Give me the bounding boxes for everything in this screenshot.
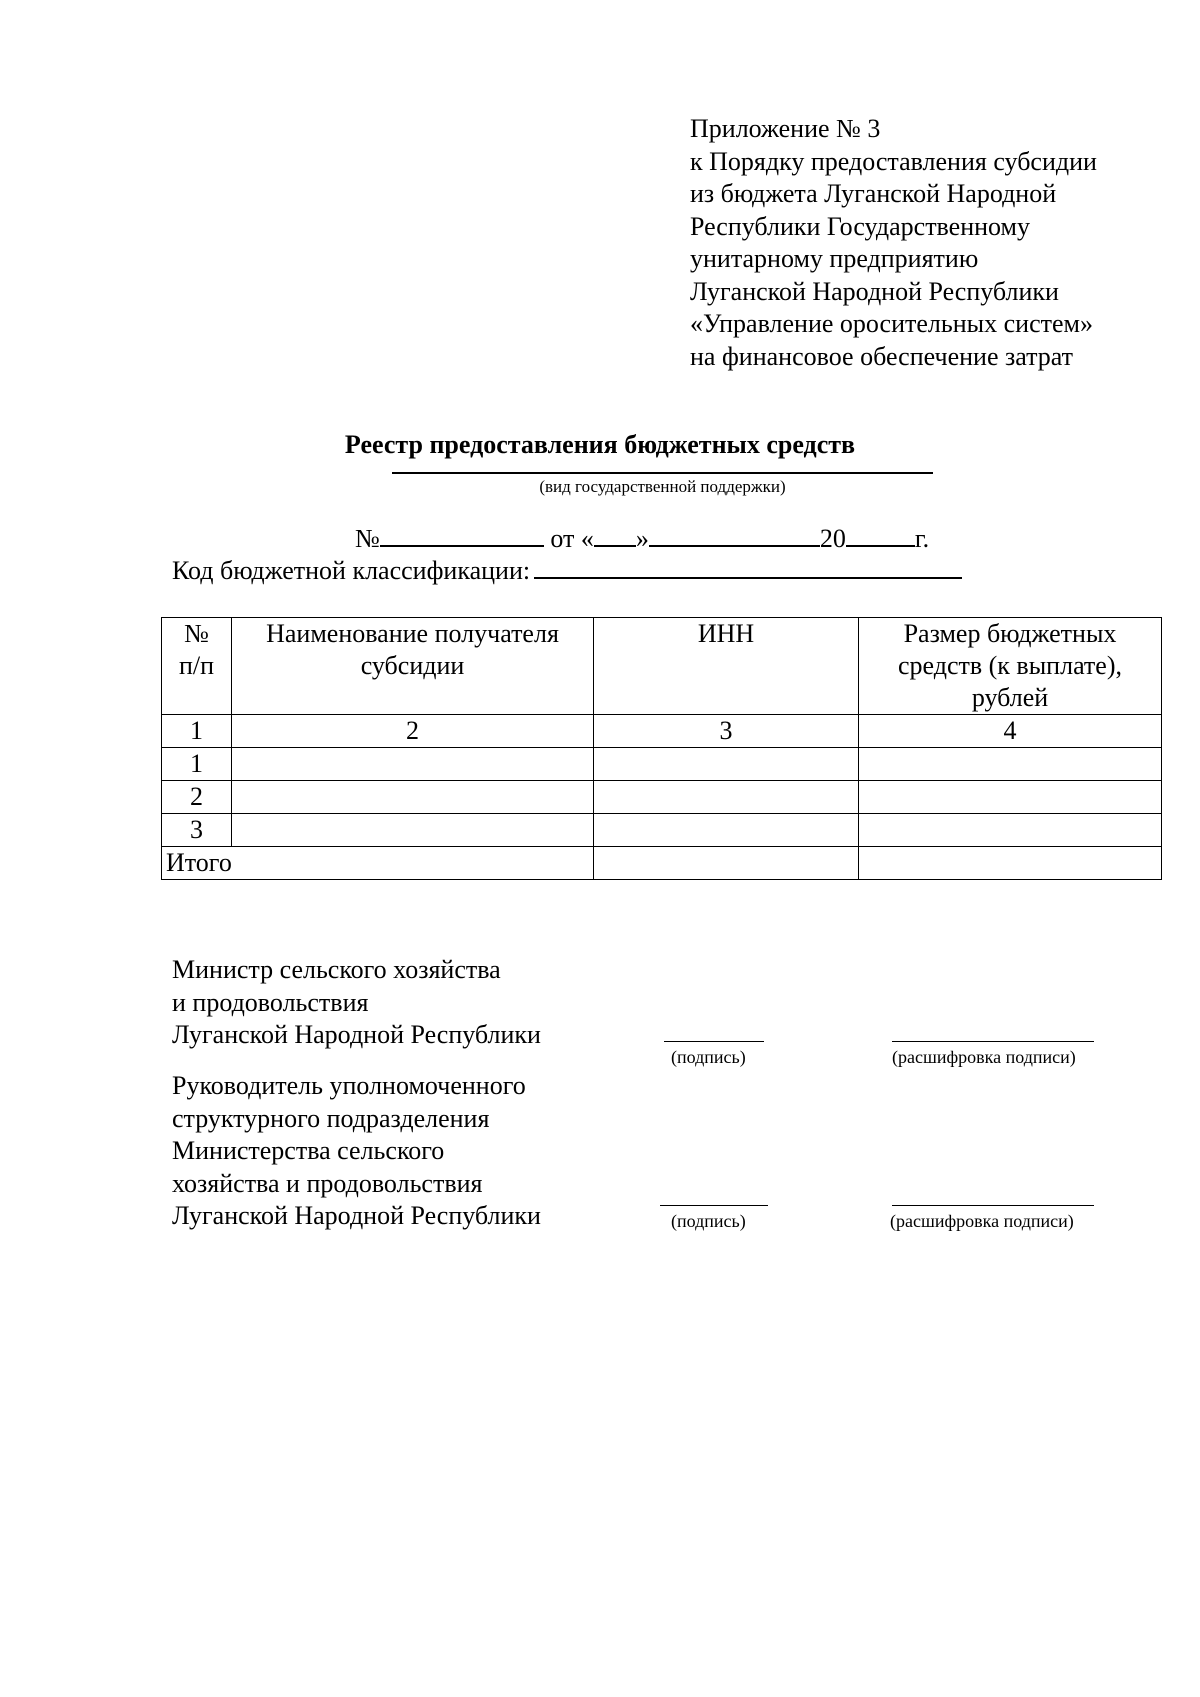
kbk-label: Код бюджетной классификации: (172, 556, 531, 585)
total-row (162, 847, 1162, 880)
appendix-block (690, 113, 1097, 373)
amount-cell[interactable] (859, 781, 1162, 814)
header-cell-recipient: Наименование получателя субсидии (232, 618, 594, 715)
number-sign: № (355, 524, 380, 553)
inn-cell[interactable] (594, 814, 859, 847)
signature-decode-caption: (расшифровка подписи) (890, 1211, 1074, 1231)
year-prefix: 20 (819, 524, 846, 553)
signatory-line: Министр сельского хозяйства (172, 955, 501, 984)
recipient-cell[interactable] (232, 748, 594, 781)
recipient-cell[interactable] (232, 781, 594, 814)
inn-cell[interactable] (594, 781, 859, 814)
column-number-cell: 4 (859, 715, 1162, 748)
appendix-line: из бюджета Луганской Народной (690, 179, 1057, 208)
row-number-cell: 1 (162, 748, 232, 781)
kbk-blank[interactable] (534, 553, 962, 579)
signatory-line: Луганской Народной Республики (172, 1020, 541, 1049)
signature-caption: (подпись) (671, 1047, 746, 1067)
amount-cell[interactable] (859, 748, 1162, 781)
total-label-cell: Итого (162, 847, 594, 880)
day-blank[interactable] (594, 521, 636, 547)
document-title: Реестр предоставления бюджетных средств (344, 430, 856, 459)
amount-cell[interactable] (859, 814, 1162, 847)
header-cell-amount: Размер бюджетных средств (к выплате), рублей (859, 618, 1162, 715)
signature-decode-caption: (расшифровка подписи) (892, 1047, 1076, 1067)
signature-caption: (подпись) (671, 1211, 746, 1231)
appendix-line: Приложение № 3 (690, 114, 881, 143)
table-row (162, 814, 1162, 847)
appendix-line: на финансовое обеспечение затрат (690, 341, 1074, 371)
number-blank[interactable] (380, 521, 544, 547)
appendix-line: унитарному предприятию (690, 244, 979, 273)
header-cell-inn: ИНН (594, 618, 859, 715)
registry-table (161, 617, 1162, 880)
table-row (162, 781, 1162, 814)
signatory-line: хозяйства и продовольствия (172, 1168, 483, 1198)
header-cell-number: № п/п (162, 618, 232, 715)
signature-blank[interactable] (664, 1041, 764, 1042)
month-blank[interactable] (649, 521, 820, 547)
column-number-cell: 3 (594, 715, 859, 748)
year-blank[interactable] (846, 521, 915, 547)
table-header-row (162, 618, 1162, 715)
number-date-line (355, 521, 929, 555)
signatory-line: структурного подразделения (172, 1103, 490, 1133)
signatory-line: Луганской Народной Республики (172, 1201, 541, 1230)
support-type-blank[interactable] (392, 472, 933, 474)
signature-decode-blank[interactable] (892, 1205, 1094, 1206)
table-row (162, 748, 1162, 781)
row-number-cell: 3 (162, 814, 232, 847)
total-amount-cell[interactable] (859, 847, 1162, 880)
appendix-line: «Управление оросительных систем» (690, 309, 1093, 338)
total-inn-cell (594, 847, 859, 880)
date-close-quote: » (635, 524, 649, 553)
signatory-head-of-division (172, 1070, 541, 1233)
column-number-cell: 1 (162, 715, 232, 748)
column-number-row (162, 715, 1162, 748)
row-number-cell: 2 (162, 781, 232, 814)
appendix-line: Луганской Народной Республики (690, 276, 1059, 306)
recipient-cell[interactable] (232, 814, 594, 847)
support-type-caption: (вид государственной поддержки) (539, 477, 786, 496)
signatory-line: Министерства сельского (172, 1136, 445, 1165)
inn-cell[interactable] (594, 748, 859, 781)
signatory-minister (172, 954, 541, 1052)
signatory-line: и продовольствия (172, 987, 369, 1017)
signatory-line: Руководитель уполномоченного (172, 1071, 526, 1100)
date-from-label: от « (550, 524, 594, 553)
signature-decode-blank[interactable] (892, 1041, 1094, 1042)
column-number-cell: 2 (232, 715, 594, 748)
appendix-line: Республики Государственному (690, 211, 1031, 241)
appendix-line: к Порядку предоставления субсидии (690, 146, 1097, 176)
budget-classification-line (172, 553, 962, 587)
year-suffix: г. (914, 524, 930, 553)
signature-blank[interactable] (660, 1205, 768, 1206)
